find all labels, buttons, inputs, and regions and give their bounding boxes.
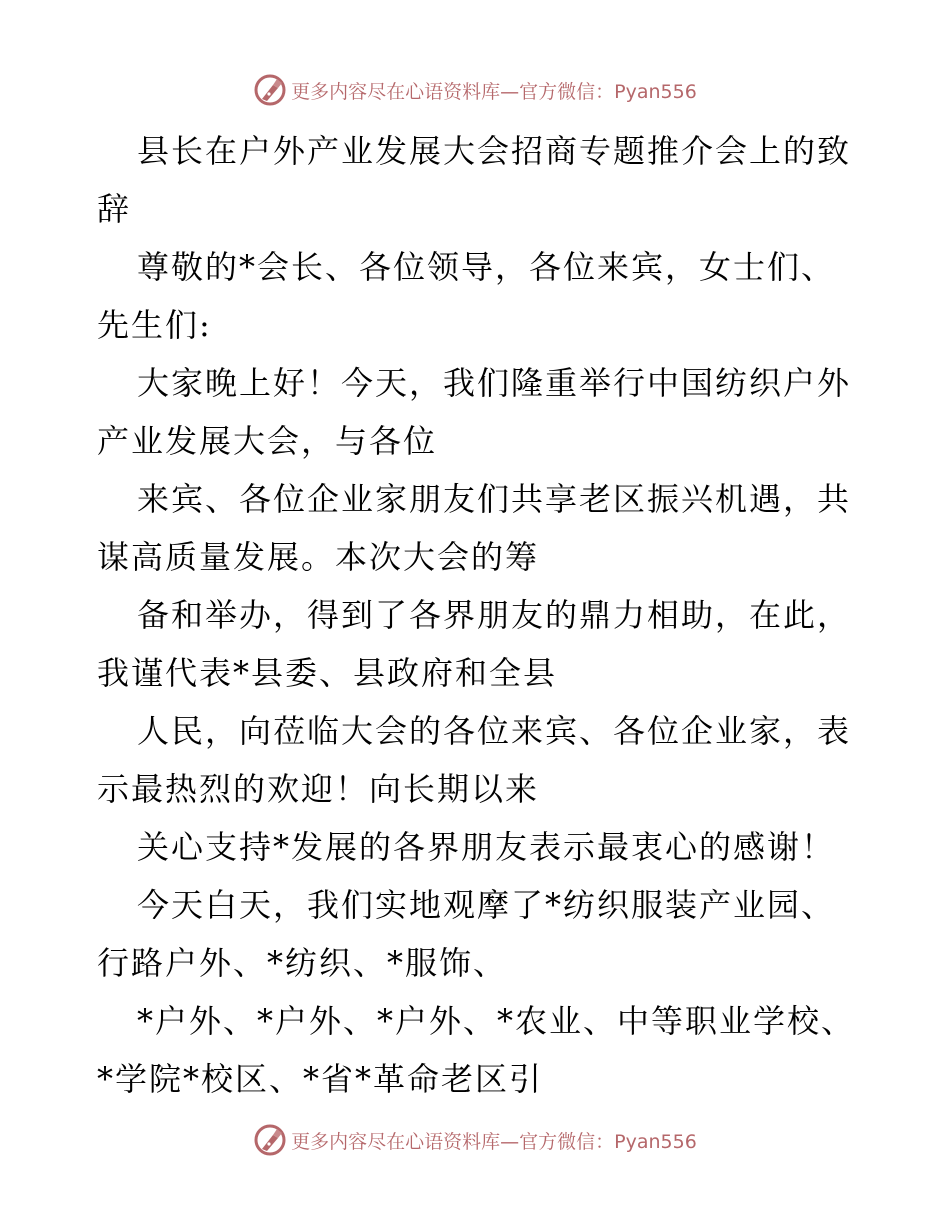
footer-watermark: [0, 1120, 950, 1160]
paragraph: 备和举办，得到了各界朋友的鼎力相助，在此，我谨代表*县委、县政府和全县: [97, 596, 852, 692]
watermark-text: 更多内容尽在心语资料库—官方微信：Pyan556: [291, 1130, 697, 1153]
document-title: 县长在户外产业发展大会招商专题推介会上的致辞: [97, 132, 852, 228]
paragraph: 大家晚上好！今天，我们隆重举行中国纺织户外产业发展大会，与各位: [97, 364, 852, 460]
pen-nib-circle-logo-icon: [253, 73, 287, 107]
paragraph: 人民，向莅临大会的各位来宾、各位企业家，表示最热烈的欢迎！向长期以来: [97, 712, 852, 808]
paragraph: 来宾、各位企业家朋友们共享老区振兴机遇，共谋高质量发展。本次大会的筹: [97, 480, 852, 576]
paragraph: 今天白天，我们实地观摩了*纺织服装产业园、行路户外、*纺织、*服饰、: [97, 886, 836, 982]
paragraph: *户外、*户外、*户外、*农业、中等职业学校、*学院*校区、*省*革命老区引: [97, 1002, 856, 1098]
pen-nib-circle-logo-icon: [253, 1123, 287, 1157]
paragraph: 关心支持*发展的各界朋友表示最衷心的感谢！: [137, 828, 836, 866]
document-body: [97, 122, 857, 1108]
watermark-text: 更多内容尽在心语资料库—官方微信：Pyan556: [291, 80, 697, 103]
header-watermark: [0, 70, 950, 110]
salutation: 尊敬的*会长、各位领导，各位来宾，女士们、先生们:: [97, 248, 836, 344]
